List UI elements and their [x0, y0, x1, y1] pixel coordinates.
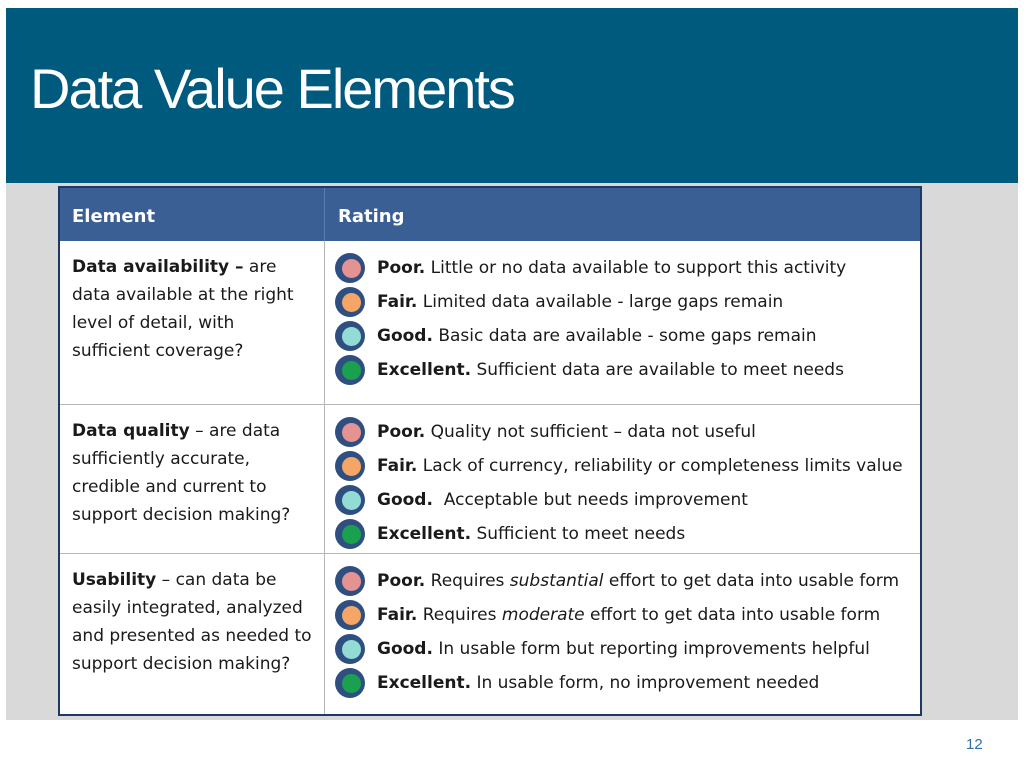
good-indicator-icon [335, 485, 365, 515]
rating-label: Good. [377, 326, 433, 346]
rating-label: Excellent. [377, 673, 472, 693]
rating-label: Fair. [377, 456, 418, 476]
element-cell [72, 417, 317, 529]
data-value-table [58, 186, 922, 716]
table-row-usability [60, 554, 920, 714]
element-name: Data quality [72, 421, 190, 441]
rating-description: Sufficient data are available to meet needs [471, 360, 844, 380]
rating-description: Limited data available - large gaps remain [417, 292, 784, 312]
rating-description: Little or no data available to support this activity [425, 258, 847, 278]
fair-indicator-icon [335, 600, 365, 630]
rating-excellent [335, 353, 920, 387]
poor-indicator-icon [335, 253, 365, 283]
element-name: Data availability – [72, 257, 244, 277]
rating-description: Lack of currency, reliability or completeness limits value [417, 456, 903, 476]
rating-emphasis: moderate [501, 605, 585, 625]
rating-description: Basic data are available - some gaps remain [432, 326, 817, 346]
rating-fair [335, 598, 920, 632]
table-row-data-availability [60, 241, 920, 404]
fair-indicator-icon [335, 287, 365, 317]
rating-description: In usable form but reporting improvements helpful [432, 639, 870, 659]
rating-label: Good. [377, 639, 433, 659]
rating-good [335, 483, 920, 517]
element-cell [72, 566, 317, 678]
excellent-indicator-icon [335, 668, 365, 698]
rating-label: Fair. [377, 605, 418, 625]
rating-good [335, 319, 920, 353]
rating-description: Sufficient to meet needs [471, 524, 686, 544]
table-header-row [60, 188, 920, 241]
rating-fair [335, 449, 920, 483]
rating-label: Excellent. [377, 524, 472, 544]
rating-description-end: effort to get data into usable form [603, 571, 900, 591]
poor-indicator-icon [335, 566, 365, 596]
element-description: – are data sufficiently accurate, credible and current to support decision making? [72, 421, 291, 525]
rating-label: Poor. [377, 571, 426, 591]
element-cell [72, 253, 317, 365]
element-description: – can data be easily integrated, analyzed and presented as needed to support decision making? [72, 570, 312, 674]
page-title: Data Value Elements [30, 57, 514, 120]
rating-poor [335, 564, 920, 598]
rating-description-start: Requires [417, 605, 502, 625]
rating-description: Acceptable but needs improvement [432, 490, 748, 510]
good-indicator-icon [335, 634, 365, 664]
rating-description: In usable form, no improvement needed [471, 673, 820, 693]
rating-excellent [335, 666, 920, 700]
rating-description-end: effort to get data into usable form [584, 605, 881, 625]
table-row-data-quality [60, 405, 920, 553]
rating-fair [335, 285, 920, 319]
rating-excellent [335, 517, 920, 551]
rating-description-start: Requires [425, 571, 510, 591]
excellent-indicator-icon [335, 519, 365, 549]
rating-label: Poor. [377, 258, 426, 278]
rating-label: Fair. [377, 292, 418, 312]
rating-description: Quality not sufficient – data not useful [425, 422, 756, 442]
good-indicator-icon [335, 321, 365, 351]
column-header-rating: Rating [338, 206, 405, 227]
excellent-indicator-icon [335, 355, 365, 385]
page-number: 12 [966, 736, 983, 753]
poor-indicator-icon [335, 417, 365, 447]
title-banner [6, 8, 1018, 183]
rating-poor [335, 251, 920, 285]
element-name: Usability [72, 570, 157, 590]
rating-emphasis: substantial [509, 571, 604, 591]
column-header-element: Element [72, 206, 156, 227]
rating-poor [335, 415, 920, 449]
rating-label: Good. [377, 490, 433, 510]
rating-good [335, 632, 920, 666]
fair-indicator-icon [335, 451, 365, 481]
rating-label: Poor. [377, 422, 426, 442]
element-description: are data available at the right level of detail, with sufficient coverage? [72, 257, 294, 361]
header-divider [324, 188, 325, 241]
rating-label: Excellent. [377, 360, 472, 380]
